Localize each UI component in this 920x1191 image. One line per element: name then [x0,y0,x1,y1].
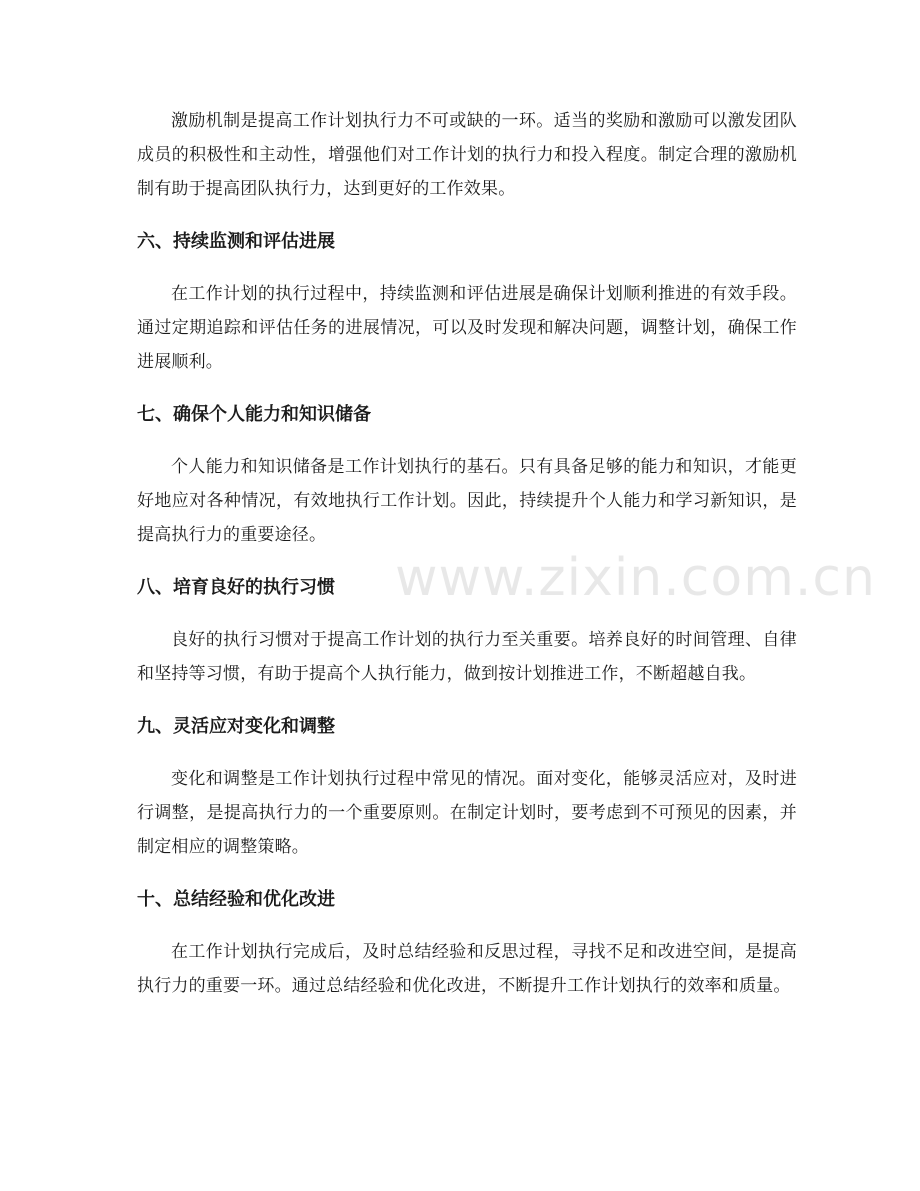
paragraph-section-10: 在工作计划执行完成后，及时总结经验和反思过程，寻找不足和改进空间，是提高执行力的重要一环。通过总结经验和优化改进，不断提升工作计划执行的效率和质量。 [137,942,797,996]
paragraph-incentive: 激励机制是提高工作计划执行力不可或缺的一环。适当的奖励和激励可以激发团队成员的积极性和主动性，增强他们对工作计划的执行力和投入程度。制定合理的激励机制有助于提高团队执行力，达到更好的工作效果。 [137,111,797,199]
document-body [137,104,797,1003]
paragraph-section-7: 个人能力和知识储备是工作计划执行的基石。只有具备足够的能力和知识，才能更好地应对各种情况，有效地执行工作计划。因此，持续提升个人能力和学习新知识，是提高执行力的重要途径。 [137,457,797,545]
paragraph-section-9: 变化和调整是工作计划执行过程中常见的情况。面对变化，能够灵活应对，及时进行调整，是提高执行力的一个重要原则。在制定计划时，要考虑到不可预见的因素，并制定相应的调整策略。 [137,769,797,857]
heading-section-8: 八、培育良好的执行习惯 [137,577,335,598]
heading-section-10: 十、总结经验和优化改进 [137,889,335,910]
paragraph-section-6: 在工作计划的执行过程中，持续监测和评估进展是确保计划顺利推进的有效手段。通过定期追踪和评估任务的进展情况，可以及时发现和解决问题，调整计划，确保工作进展顺利。 [137,284,797,372]
heading-section-7: 七、确保个人能力和知识储备 [137,404,371,425]
heading-section-6: 六、持续监测和评估进展 [137,231,335,252]
paragraph-section-8: 良好的执行习惯对于提高工作计划的执行力至关重要。培养良好的时间管理、自律和坚持等习惯，有助于提高个人执行能力，做到按计划推进工作，不断超越自我。 [137,630,797,684]
watermark: www.zixin.com.cn [395,548,876,608]
heading-section-9: 九、灵活应对变化和调整 [137,716,335,737]
